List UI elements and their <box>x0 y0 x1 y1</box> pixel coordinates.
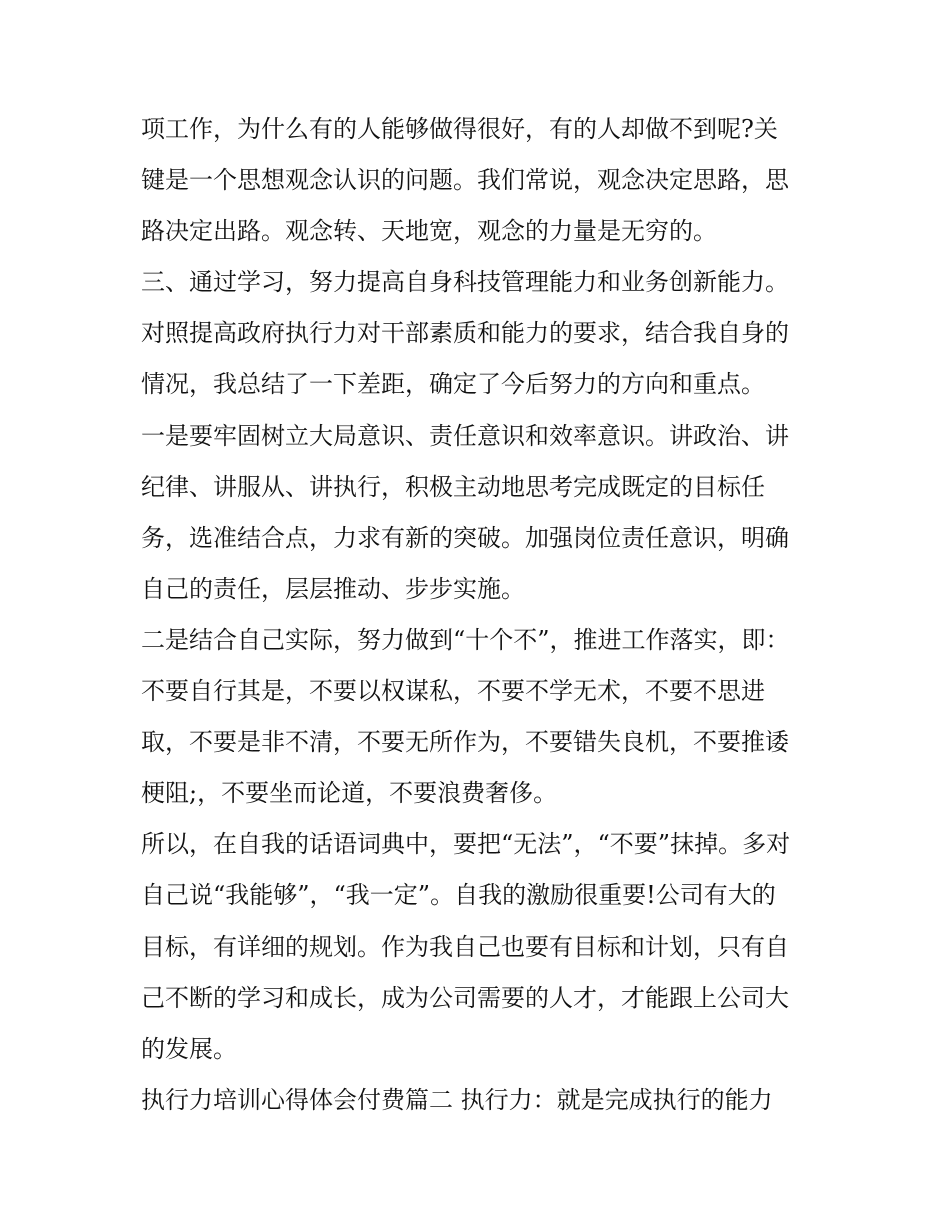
text-line: 取，不要是非不清，不要无所作为，不要错失良机，不要推诿 <box>141 728 789 757</box>
text-line: 己不断的学习和成长，成为公司需要的人才，才能跟上公司大 <box>141 983 789 1012</box>
text-line: 三、通过学习，努力提高自身科技管理能力和业务创新能力。 <box>141 268 789 297</box>
text-line: 执行力培训心得体会付费篇二 执行力：就是完成执行的能力 <box>141 1085 773 1114</box>
text-line: 自己的责任，层层推动、步步实施。 <box>141 574 525 603</box>
text-line: 的发展。 <box>141 1034 237 1063</box>
text-line: 情况，我总结了一下差距，确定了今后努力的方向和重点。 <box>141 370 765 399</box>
text-line: 梗阻;，不要坐而论道，不要浪费奢侈。 <box>141 779 558 808</box>
text-line: 二是结合自己实际，努力做到“十个不”，推进工作落实，即： <box>141 625 790 654</box>
text-line: 一是要牢固树立大局意识、责任意识和效率意识。讲政治、讲 <box>141 421 789 450</box>
text-line: 所以，在自我的话语词典中，要把“无法”，“不要”抹掉。多对 <box>141 830 791 859</box>
text-line: 目标，有详细的规划。作为我自己也要有目标和计划，只有自 <box>141 932 789 961</box>
text-line: 自己说“我能够”，“我一定”。自我的激励很重要!公司有大的 <box>141 881 776 910</box>
text-line: 务，选准结合点，力求有新的突破。加强岗位责任意识，明确 <box>141 523 789 552</box>
text-line: 键是一个思想观念认识的问题。我们常说，观念决定思路，思 <box>141 166 789 195</box>
document-body <box>141 104 821 1126</box>
text-line: 纪律、讲服从、讲执行，积极主动地思考完成既定的目标任 <box>141 472 765 501</box>
text-line: 不要自行其是，不要以权谋私，不要不学无术，不要不思进 <box>141 677 765 706</box>
text-line: 路决定出路。观念转、天地宽，观念的力量是无穷的。 <box>141 217 717 246</box>
text-line: 项工作，为什么有的人能够做得很好，有的人却做不到呢?关 <box>141 115 778 143</box>
text-line: 对照提高政府执行力对干部素质和能力的要求，结合我自身的 <box>141 319 789 348</box>
